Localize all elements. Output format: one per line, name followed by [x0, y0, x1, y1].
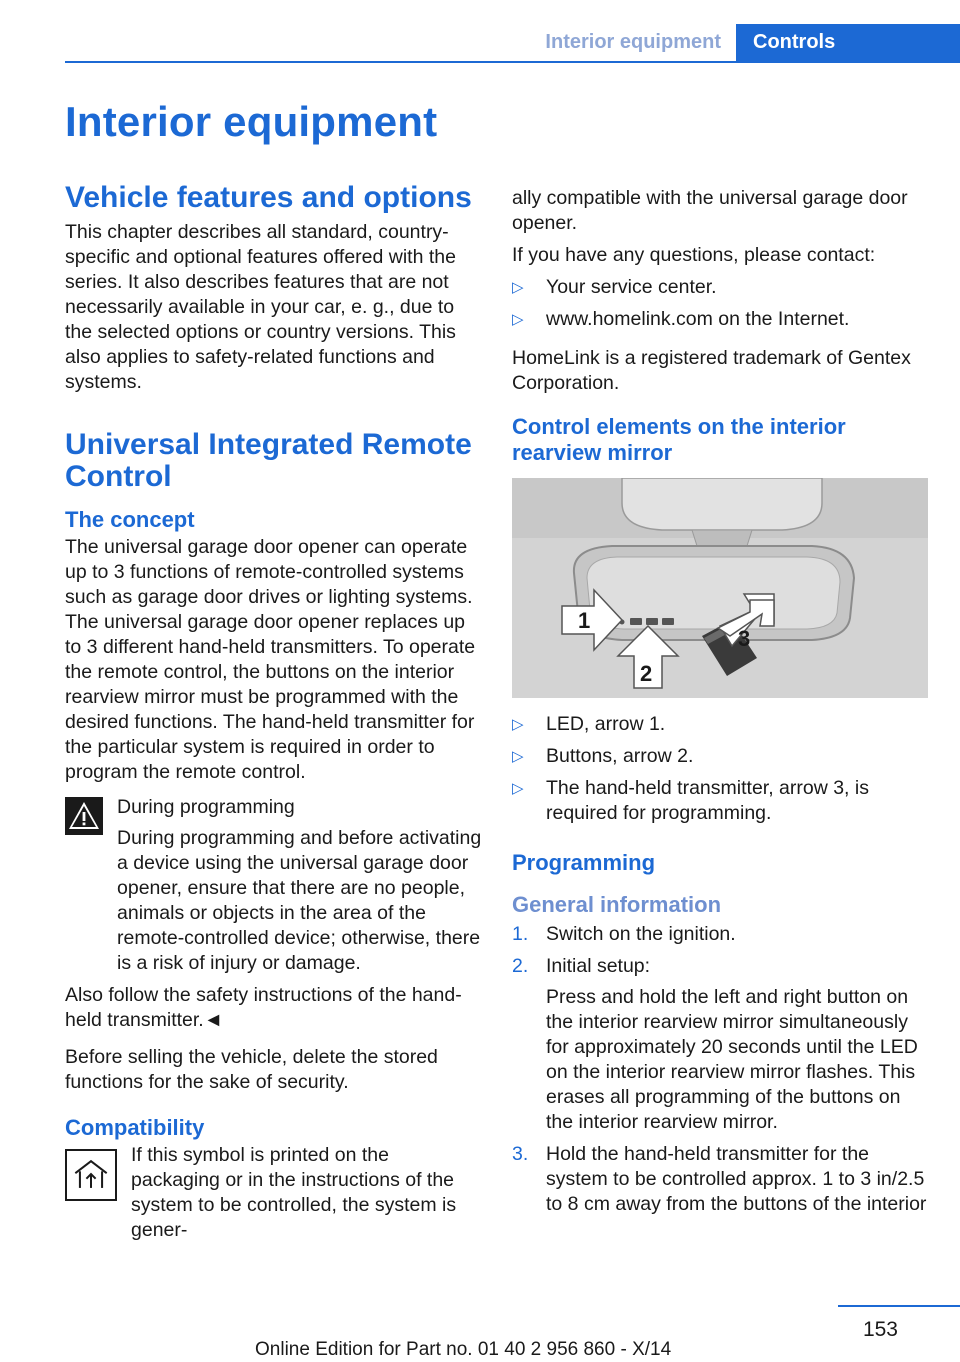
paragraph-trademark: HomeLink is a registered trademark of Gentex Corporation.: [512, 347, 911, 394]
list-item: 3. Hold the hand-held transmitter for the system to be controlled approx. 1 to 3 in/2.5 to 8 cm away from the buttons of the interior: [512, 1143, 927, 1215]
warning-block: [65, 795, 483, 976]
header-section-tab: Interior equipment: [545, 31, 721, 53]
figure-label-2: 2: [640, 661, 653, 686]
paragraph-concept: The universal garage door opener can operate up to 3 functions of remote-controlled systems such as garage door drives or lighting systems. The universal garage door opener replaces up to 3 different hand-held transmitters. To operate the remote control, the buttons on the interior rearview mirror must be programmed with the desired functions. The hand-held transmitter for the particular system is required in order to program the remote control.: [65, 536, 476, 783]
garage-door-symbol-icon: [65, 1149, 117, 1201]
triangle-bullet-icon: ▷: [512, 780, 524, 797]
list-item: ▷ LED, arrow 1.: [512, 713, 666, 735]
triangle-bullet-icon: ▷: [512, 748, 524, 765]
contact-list: [512, 275, 932, 332]
header-rule: [65, 61, 960, 63]
heading-vehicle-features: Vehicle features and options: [65, 181, 472, 214]
header-active-tab: Controls: [736, 24, 960, 61]
figure-legend-list: [512, 712, 932, 826]
page-number: 153: [862, 1318, 898, 1341]
page-title: Interior equipment: [65, 98, 438, 145]
list-item: ▷ Your service center.: [512, 276, 717, 298]
rearview-mirror-figure: [512, 478, 928, 698]
paragraph-vehicle-features: This chapter describes all standard, country-specific and optional features offered with the series. It also describes features that are not necessarily available in your car, e. g., due to the selected options or country versions. This also applies to safety-related functions and systems.: [65, 221, 456, 393]
programming-steps: [512, 922, 932, 1217]
heading-programming: Programming: [512, 850, 656, 875]
warning-follow: Also follow the safety instructions of the hand-held transmitter.◄: [65, 984, 462, 1031]
edition-footer: Online Edition for Part no. 01 40 2 956 860 - X/14: [255, 1339, 672, 1360]
footer-rule: [838, 1305, 960, 1307]
left-column: [65, 182, 483, 1250]
triangle-bullet-icon: ▷: [512, 279, 524, 296]
heading-control-elements: Control elements on the interior rearview mirror: [512, 414, 846, 465]
heading-general-information: General information: [512, 892, 722, 917]
list-item: ▷ The hand-held transmitter, arrow 3, is required for programming.: [512, 777, 869, 824]
figure-label-1: 1: [578, 608, 591, 633]
figure-label-3: 3: [738, 626, 751, 651]
warning-title: During programming: [117, 796, 295, 818]
list-item: 2. Initial setup: Press and hold the left and right button on the interior rearview mirror simultaneously for approximately 20 seconds until the LED on the interior rearview mirror flashes. This erases all programming of the buttons on the interior rearview mirror.: [512, 955, 918, 1133]
paragraph-compatibility-continued: ally compatible with the universal garage door opener.: [512, 187, 908, 234]
heading-universal-remote: Universal Integrated Remote Control: [65, 428, 472, 493]
triangle-bullet-icon: ▷: [512, 716, 524, 733]
triangle-bullet-icon: ▷: [512, 311, 524, 328]
heading-concept: The concept: [65, 507, 195, 532]
compatibility-block: [65, 1143, 483, 1243]
warning-body: During programming and before activating a device using the universal garage door opener, ensure that there are no people, animals or objects in the area of the remote-controlled device; otherwise, there is a risk of injury or damage.: [117, 827, 482, 974]
warning-icon: [65, 797, 103, 835]
list-item: 1. Switch on the ignition.: [512, 923, 736, 945]
list-item: ▷ www.homelink.com on the Internet.: [512, 308, 850, 330]
paragraph-questions: If you have any questions, please contact:: [512, 244, 876, 266]
right-column: [512, 186, 932, 1225]
paragraph-selling: Before selling the vehicle, delete the stored functions for the sake of security.: [65, 1046, 438, 1093]
paragraph-compatibility: If this symbol is printed on the packaging or in the instructions of the system to be controlled, the system is gener-: [131, 1144, 457, 1241]
list-item: ▷ Buttons, arrow 2.: [512, 745, 694, 767]
heading-compatibility: Compatibility: [65, 1115, 205, 1140]
